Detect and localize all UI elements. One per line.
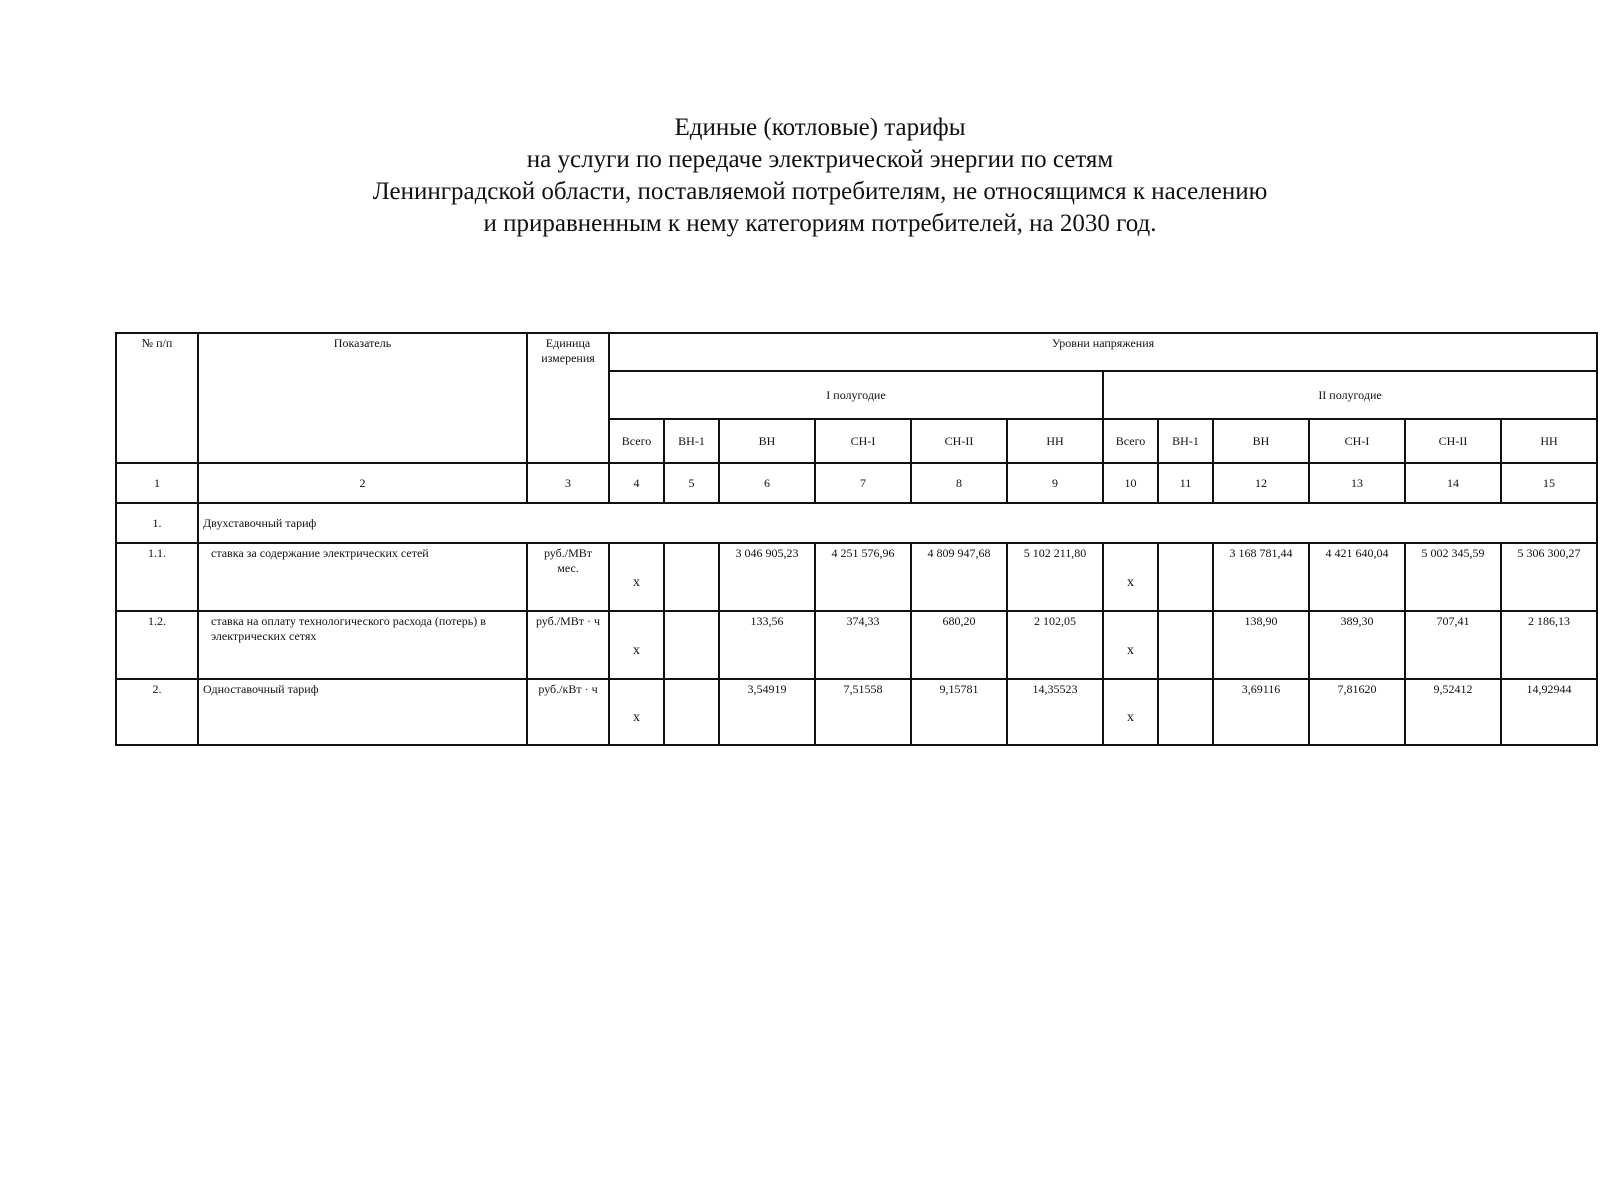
- header-col: СН-II: [1405, 419, 1501, 463]
- row-unit: руб./МВт · ч: [527, 611, 609, 679]
- cell-value: [1158, 611, 1213, 679]
- section-row: [116, 503, 1597, 543]
- cell-value: 9,52412: [1405, 679, 1501, 745]
- header-col: ВН: [1213, 419, 1309, 463]
- header-indicator: Показатель: [198, 333, 527, 463]
- cell-value: 5 002 345,59: [1405, 543, 1501, 611]
- tariff-table: [115, 332, 1598, 746]
- cell-value: x: [1103, 543, 1158, 611]
- row-num: 2.: [116, 679, 198, 745]
- column-number: 7: [815, 463, 911, 503]
- header-num: № п/п: [116, 333, 198, 463]
- cell-value: 138,90: [1213, 611, 1309, 679]
- cell-value: 7,51558: [815, 679, 911, 745]
- row-num: 1.1.: [116, 543, 198, 611]
- row-unit: руб./кВт · ч: [527, 679, 609, 745]
- cell-value: 4 421 640,04: [1309, 543, 1405, 611]
- row-label: ставка за содержание электрических сетей: [198, 543, 527, 611]
- table-row: [116, 611, 1597, 679]
- cell-value: 707,41: [1405, 611, 1501, 679]
- column-number: 6: [719, 463, 815, 503]
- cell-value: 4 809 947,68: [911, 543, 1007, 611]
- cell-value: [664, 611, 719, 679]
- cell-value: 5 102 211,80: [1007, 543, 1103, 611]
- header-col: ВН-1: [1158, 419, 1213, 463]
- header-unit: Единица измерения: [527, 333, 609, 463]
- column-number: 2: [198, 463, 527, 503]
- cell-value: 3,54919: [719, 679, 815, 745]
- header-half-1: I полугодие: [609, 371, 1103, 419]
- header-col: СН-I: [815, 419, 911, 463]
- cell-value: 4 251 576,96: [815, 543, 911, 611]
- cell-value: x: [1103, 611, 1158, 679]
- column-number: 4: [609, 463, 664, 503]
- cell-value: 14,92944: [1501, 679, 1597, 745]
- header-col: НН: [1501, 419, 1597, 463]
- title-line-2: на услуги по передаче электрической энергии по сетям: [526, 146, 1114, 173]
- header-half-2: II полугодие: [1103, 371, 1597, 419]
- cell-value: 3,69116: [1213, 679, 1309, 745]
- column-number: 14: [1405, 463, 1501, 503]
- section-label: Двухставочный тариф: [198, 503, 1597, 543]
- row-num: 1.2.: [116, 611, 198, 679]
- cell-value: [664, 679, 719, 745]
- column-number: 1: [116, 463, 198, 503]
- header-col: Всего: [1103, 419, 1158, 463]
- header-col: ВН: [719, 419, 815, 463]
- section-num: 1.: [116, 503, 198, 543]
- header-voltage-levels: Уровни напряжения: [609, 333, 1597, 371]
- row-label: Одноставочный тариф: [198, 679, 527, 745]
- title-line-1: Единые (котловые) тарифы: [674, 114, 966, 141]
- header-col: СН-II: [911, 419, 1007, 463]
- header-col: ВН-1: [664, 419, 719, 463]
- header-col: Всего: [609, 419, 664, 463]
- cell-value: 2 102,05: [1007, 611, 1103, 679]
- title-line-3: Ленинградской области, поставляемой потребителям, не относящимся к населению: [372, 178, 1268, 205]
- cell-value: 133,56: [719, 611, 815, 679]
- cell-value: 5 306 300,27: [1501, 543, 1597, 611]
- row-label: ставка на оплату технологического расхода (потерь) в электрических сетях: [198, 611, 527, 679]
- cell-value: 2 186,13: [1501, 611, 1597, 679]
- column-number: 10: [1103, 463, 1158, 503]
- document-title: [0, 112, 1624, 240]
- header-col: НН: [1007, 419, 1103, 463]
- table-row: [116, 543, 1597, 611]
- cell-value: 3 168 781,44: [1213, 543, 1309, 611]
- column-number: 8: [911, 463, 1007, 503]
- title-line-4: и приравненным к нему категориям потребителей, на 2030 год.: [483, 210, 1157, 237]
- header-col: СН-I: [1309, 419, 1405, 463]
- cell-value: x: [1103, 679, 1158, 745]
- column-number: 3: [527, 463, 609, 503]
- cell-value: 389,30: [1309, 611, 1405, 679]
- column-number: 9: [1007, 463, 1103, 503]
- cell-value: [1158, 679, 1213, 745]
- column-number: 11: [1158, 463, 1213, 503]
- column-number-row: [116, 463, 1597, 503]
- cell-value: 14,35523: [1007, 679, 1103, 745]
- cell-value: [1158, 543, 1213, 611]
- cell-value: 680,20: [911, 611, 1007, 679]
- cell-value: x: [609, 679, 664, 745]
- cell-value: 3 046 905,23: [719, 543, 815, 611]
- cell-value: [664, 543, 719, 611]
- column-number: 12: [1213, 463, 1309, 503]
- cell-value: x: [609, 543, 664, 611]
- cell-value: 7,81620: [1309, 679, 1405, 745]
- cell-value: x: [609, 611, 664, 679]
- cell-value: 9,15781: [911, 679, 1007, 745]
- cell-value: 374,33: [815, 611, 911, 679]
- column-number: 15: [1501, 463, 1597, 503]
- table-row: [116, 679, 1597, 745]
- column-number: 5: [664, 463, 719, 503]
- column-number: 13: [1309, 463, 1405, 503]
- row-unit: руб./МВт мес.: [527, 543, 609, 611]
